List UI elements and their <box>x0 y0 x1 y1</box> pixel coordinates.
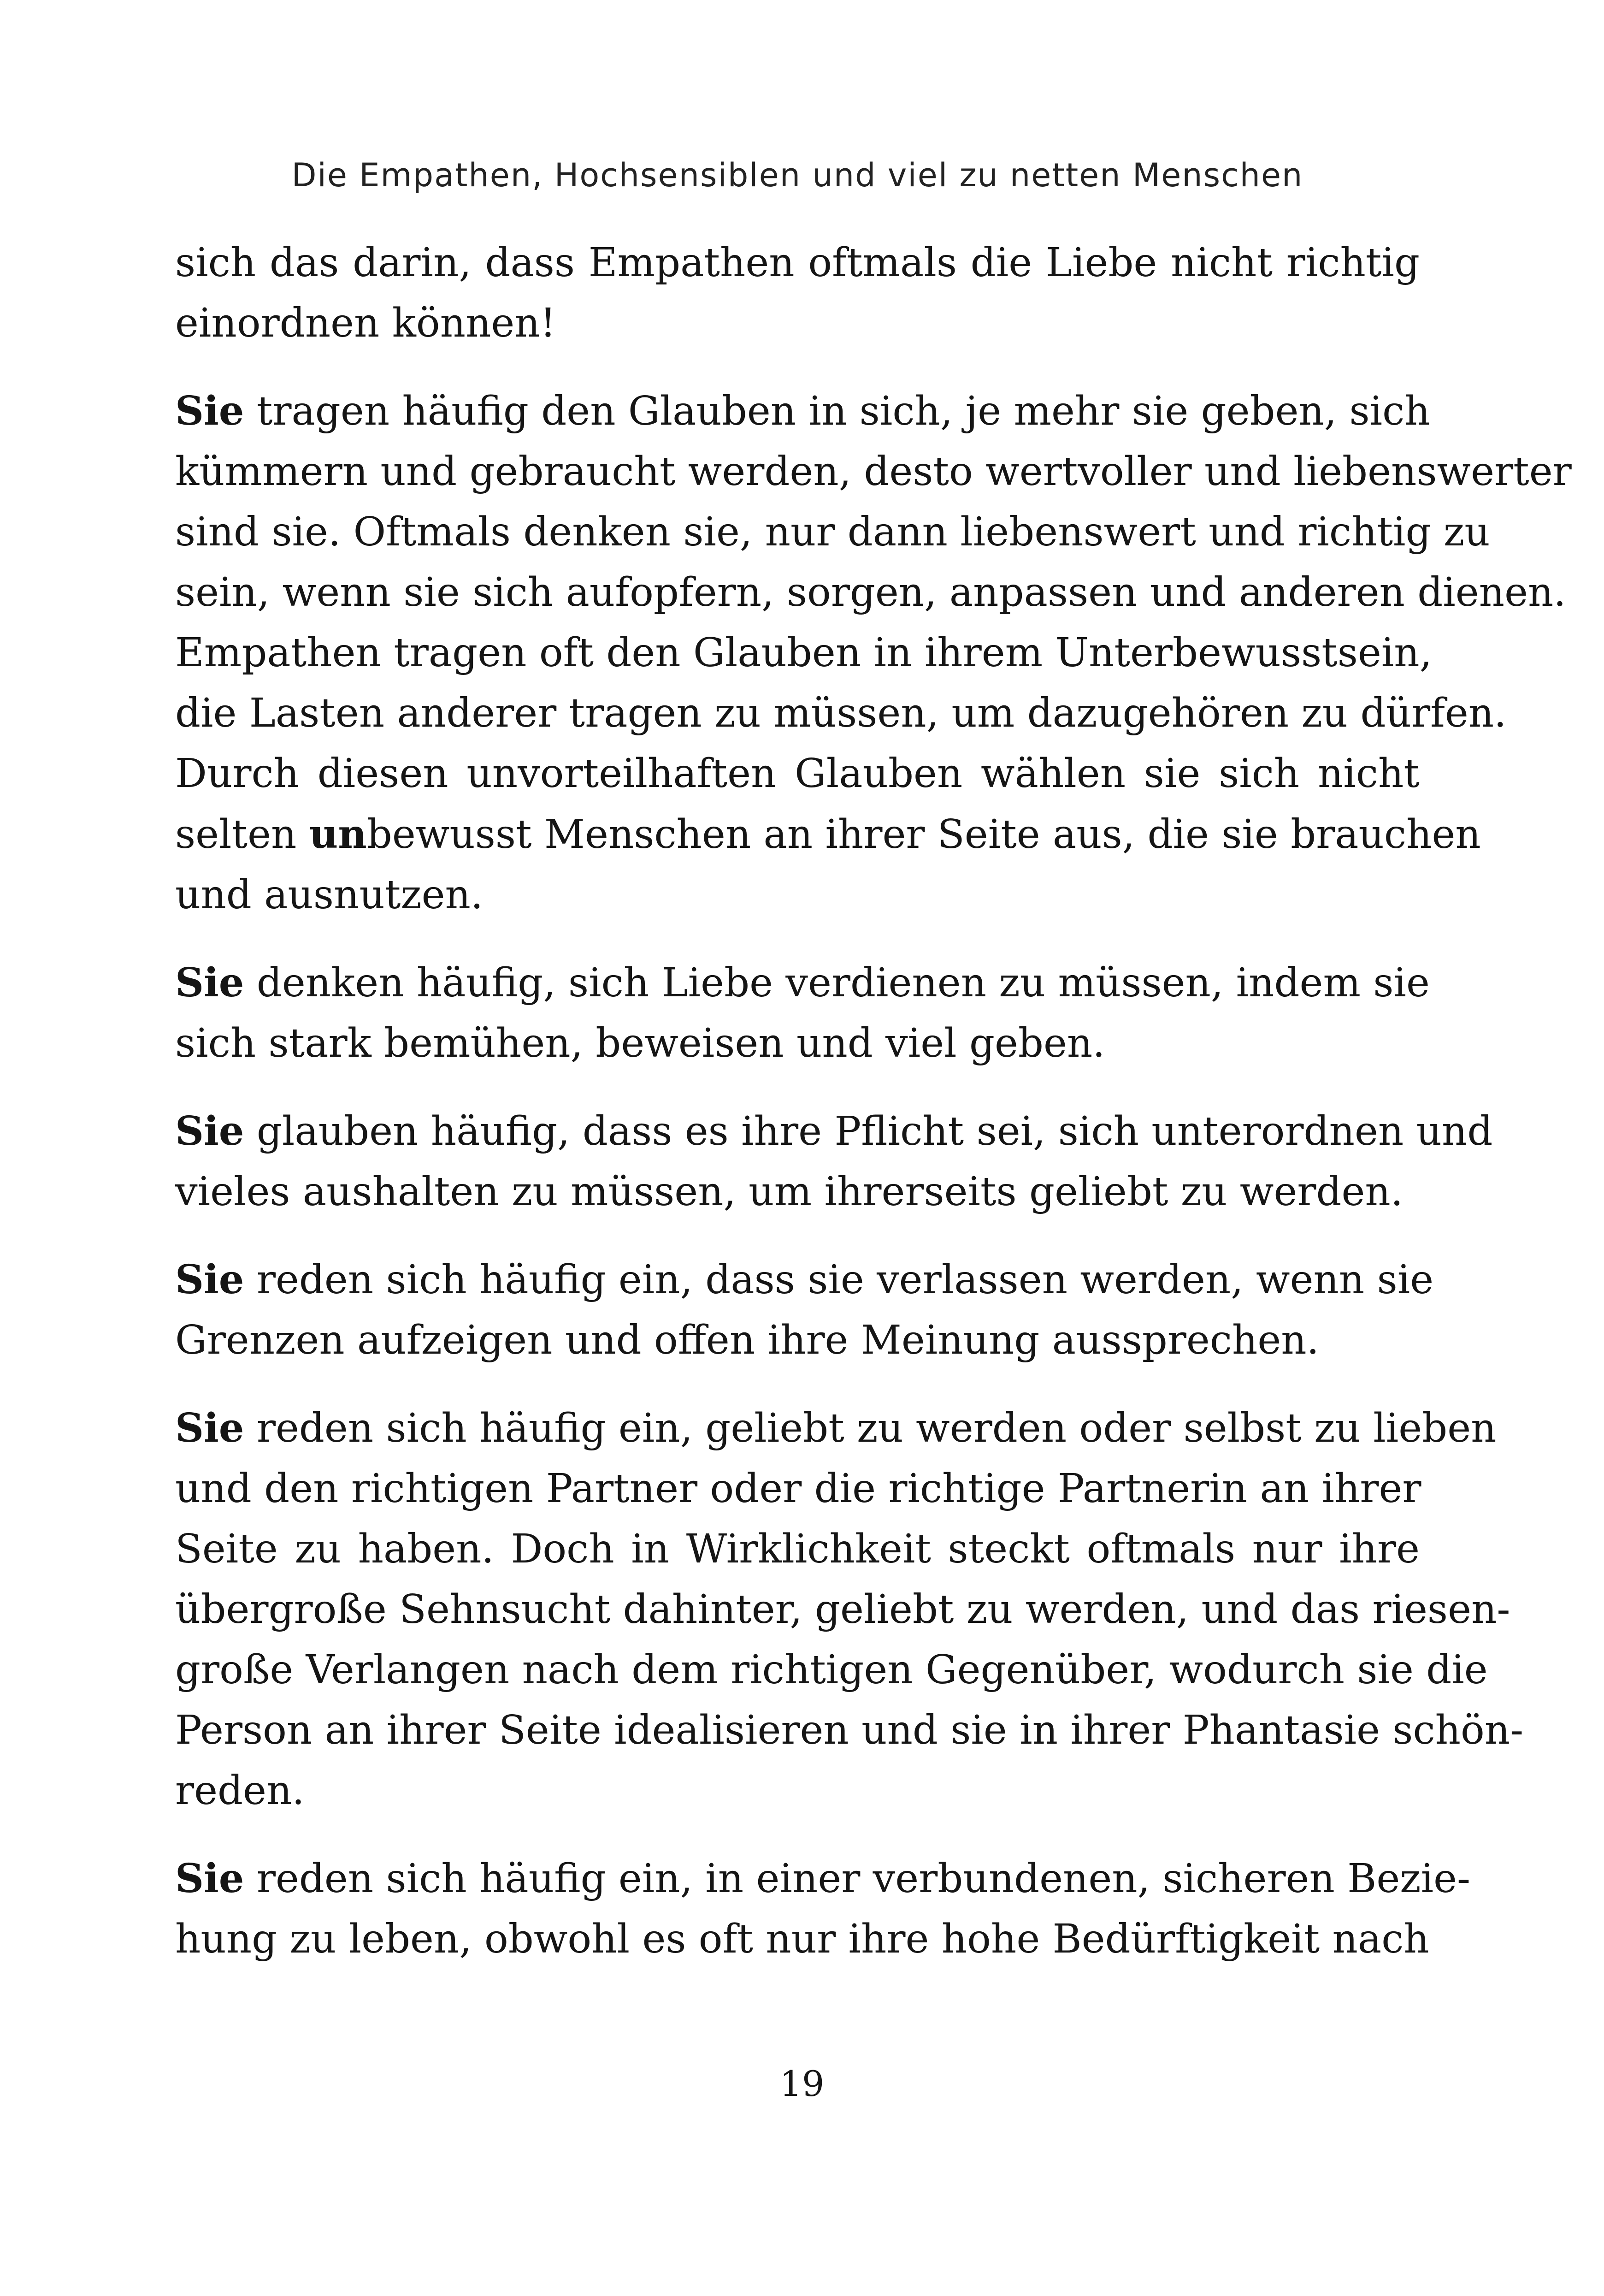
text-line: sein, wenn sie sich aufopfern, sorgen, anpassen und anderen dienen. <box>175 569 1566 615</box>
text-line: übergroße Sehnsucht dahinter, geliebt zu werden, und das riesen- <box>175 1586 1510 1633</box>
lead-word: Sie <box>175 1108 244 1154</box>
lead-word: Sie <box>175 959 244 1006</box>
paragraph <box>175 1398 1524 1821</box>
text-line: Sie reden sich häufig ein, in einer verbundenen, sicheren Bezie- <box>175 1855 1471 1902</box>
lead-word: Sie <box>175 1256 244 1303</box>
paragraph <box>175 233 1420 354</box>
text-line: Empathen tragen oft den Glauben in ihrem Unterbewusstsein, <box>175 630 1433 676</box>
text-line: Sie tragen häufig den Glauben in sich, je mehr sie geben, sich <box>175 388 1430 434</box>
text-line: Person an ihrer Seite idealisieren und sie in ihrer Phantasie schön- <box>175 1707 1524 1753</box>
text-line: einordnen können! <box>175 300 556 346</box>
paragraph <box>175 1249 1434 1371</box>
body-text <box>175 233 1572 1970</box>
text-line: sind sie. Oftmals denken sie, nur dann liebenswert und richtig zu <box>175 509 1490 555</box>
text-line: Sie denken häufig, sich Liebe verdienen zu müssen, indem sie <box>175 959 1430 1006</box>
paragraph <box>175 1848 1471 1970</box>
text-line: und ausnutzen. <box>175 872 484 918</box>
page-number: 19 <box>779 2063 825 2104</box>
text-line: Seite zu haben. Doch in Wirklichkeit steckt oftmals nur ihre <box>175 1526 1420 1572</box>
text-line: hung zu leben, obwohl es oft nur ihre hohe Bedürftigkeit nach <box>175 1916 1429 1962</box>
text-line: Sie reden sich häufig ein, dass sie verlassen werden, wenn sie <box>175 1256 1434 1303</box>
text-line: sich stark bemühen, beweisen und viel geben. <box>175 1020 1105 1066</box>
text-line: Durch diesen unvorteilhaften Glauben wählen sie sich nicht <box>175 751 1420 797</box>
running-header: Die Empathen, Hochsensiblen und viel zu netten Menschen <box>291 156 1303 194</box>
text-line: Sie reden sich häufig ein, geliebt zu werden oder selbst zu lieben <box>175 1405 1497 1451</box>
text-line: reden. <box>175 1768 305 1814</box>
paragraph <box>175 1101 1493 1222</box>
text-line: vieles aushalten zu müssen, um ihrerseits geliebt zu werden. <box>175 1169 1404 1215</box>
text-line: und den richtigen Partner oder die richtige Partnerin an ihrer <box>175 1466 1421 1512</box>
paragraph <box>175 381 1572 925</box>
lead-word: Sie <box>175 1405 244 1451</box>
text-line: die Lasten anderer tragen zu müssen, um dazugehören zu dürfen. <box>175 690 1507 736</box>
lead-word: Sie <box>175 1855 244 1902</box>
paragraph <box>175 953 1430 1074</box>
text-line: große Verlangen nach dem richtigen Gegenüber, wodurch sie die <box>175 1647 1488 1693</box>
emphasis: un <box>309 811 367 858</box>
lead-word: Sie <box>175 388 244 434</box>
text-line: sich das darin, dass Empathen oftmals die Liebe nicht richtig <box>175 240 1420 286</box>
text-line: Sie glauben häufig, dass es ihre Pflicht sei, sich unterordnen und <box>175 1108 1493 1154</box>
text-line: selten unbewusst Menschen an ihrer Seite aus, die sie brauchen <box>175 811 1481 858</box>
text-line: kümmern und gebraucht werden, desto wertvoller und liebenswerter <box>175 449 1572 495</box>
text-line: Grenzen aufzeigen und offen ihre Meinung aussprechen. <box>175 1317 1319 1363</box>
